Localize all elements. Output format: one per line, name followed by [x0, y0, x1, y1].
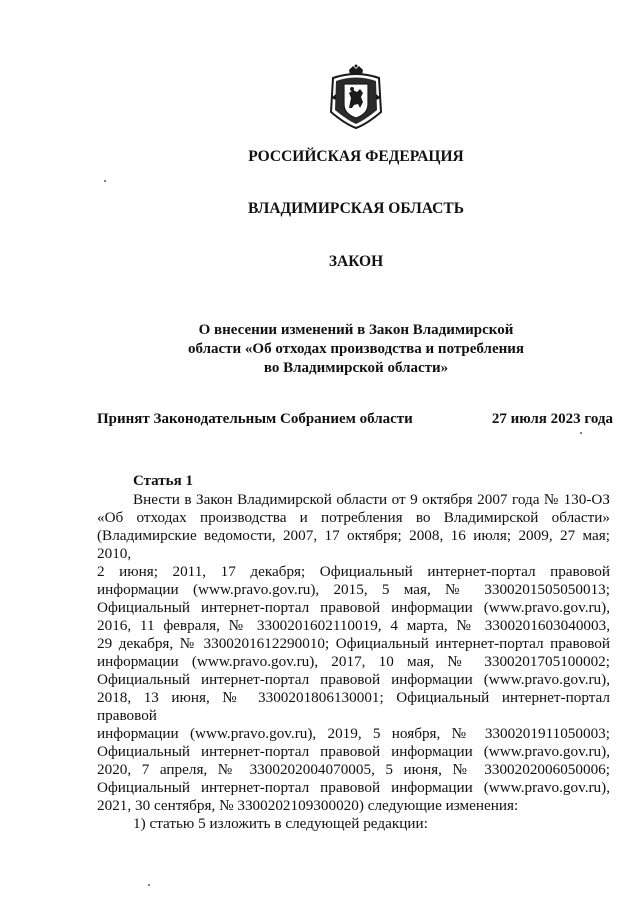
- region-heading: ВЛАДИМИРСКАЯ ОБЛАСТЬ: [248, 200, 464, 217]
- article-line: Официальный интернет-портал правовой информации (www.pravo.gov.ru),: [97, 779, 610, 796]
- amendment-item: 1) статью 5 изложить в следующей редакции:: [133, 815, 428, 832]
- adoption-date: 27 июля 2023 года: [491, 411, 613, 427]
- article-line: 2016, 11 февраля, № 3300201602110019, 4 марта, № 3300201603040003,: [97, 617, 610, 634]
- article-line: информации (www.pravo.gov.ru), 2015, 5 мая, № 3300201505050013;: [97, 581, 610, 598]
- article-line: Официальный интернет-портал правовой информации (www.pravo.gov.ru),: [97, 599, 610, 616]
- document-type-heading: ЗАКОН: [328, 253, 384, 270]
- article-line: Внести в Закон Владимирской области от 9 октября 2007 года № 130-ОЗ: [133, 491, 610, 508]
- law-title-line: во Владимирской области»: [263, 360, 449, 376]
- adopted-by-text: Принят Законодательным Собранием области: [97, 411, 413, 427]
- article-line: 2020, 7 апреля, № 3300202004070005, 5 июня, № 3300202006050006;: [97, 761, 610, 778]
- scan-speck: [580, 432, 582, 434]
- article-line: информации (www.pravo.gov.ru), 2019, 5 ноября, № 3300201911050003;: [97, 725, 610, 742]
- article-line: «Об отходах производства и потребления во Владимирской области»: [97, 509, 610, 526]
- article-line: 2 июня; 2011, 17 декабря; Официальный интернет-портал правовой: [97, 563, 610, 580]
- law-title: [150, 321, 562, 378]
- scan-speck: [148, 884, 150, 886]
- country-heading: РОССИЙСКАЯ ФЕДЕРАЦИЯ: [248, 148, 464, 165]
- article-line: 29 декабря, № 3300201612290010; Официальный интернет-портал правовой: [97, 635, 610, 652]
- scan-speck: [104, 180, 106, 182]
- article-line: Официальный интернет-портал правовой информации (www.pravo.gov.ru),: [97, 671, 610, 688]
- article-line: 2018, 13 июня, № 3300201806130001; Официальный интернет-портал правовой: [97, 689, 610, 724]
- law-title-line: О внесении изменений в Закон Владимирской: [198, 322, 514, 338]
- article-line: (Владимирские ведомости, 2007, 17 октября; 2008, 16 июля; 2009, 27 мая; 2010,: [97, 527, 610, 562]
- article-line: Официальный интернет-портал правовой информации (www.pravo.gov.ru),: [97, 743, 610, 760]
- article-body: [97, 491, 610, 833]
- coat-of-arms-emblem-icon: [327, 64, 385, 130]
- article-line: 2021, 30 сентября, № 3300202109300020) следующие изменения:: [97, 797, 519, 814]
- law-title-line: области «Об отходах производства и потребления: [187, 341, 525, 357]
- article-line: информации (www.pravo.gov.ru), 2017, 10 мая, № 3300201705100002;: [97, 653, 610, 670]
- article-heading: Статья 1: [133, 473, 193, 489]
